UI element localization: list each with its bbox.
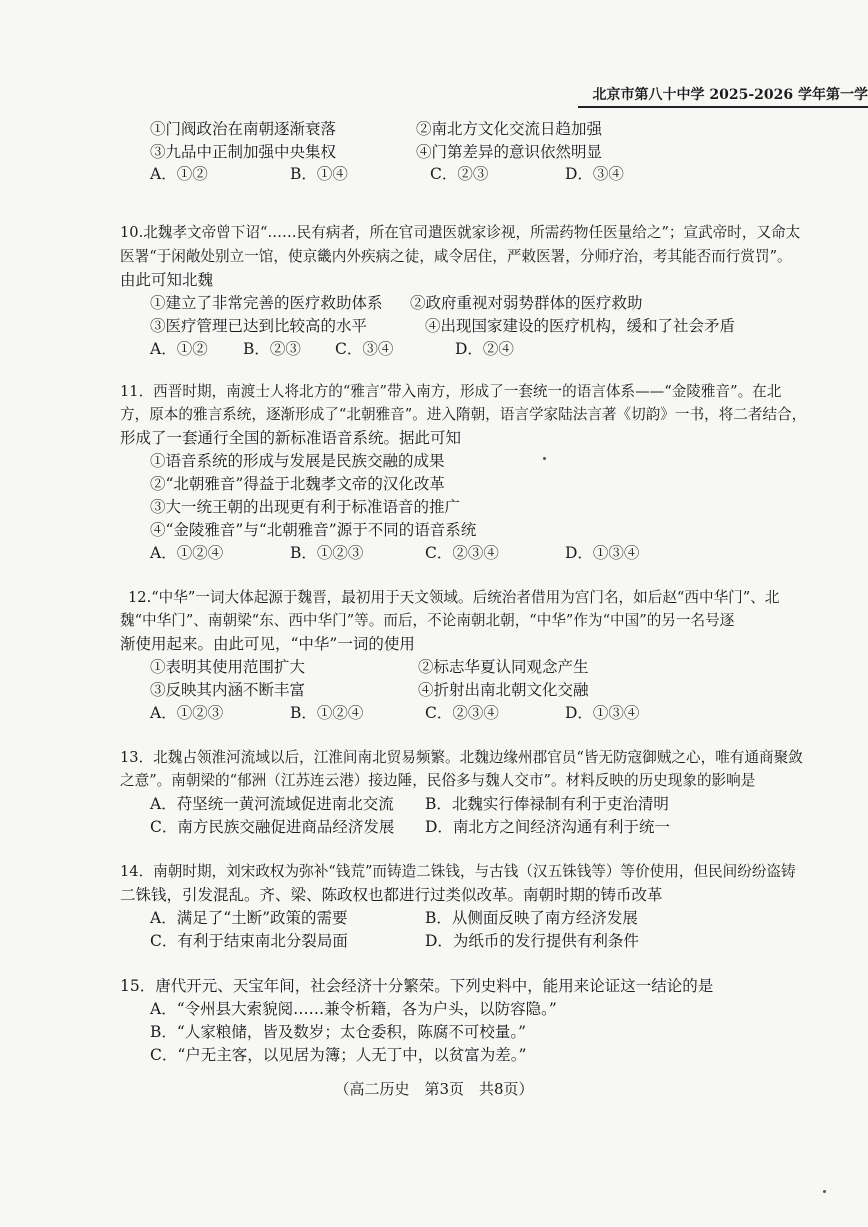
q10-option-1: ①建立了非常完善的医疗救助体系 — [150, 294, 383, 312]
q12-answer-c: C．②③④ — [425, 704, 499, 722]
q9-option-2: ②南北方文化交流日趋加强 — [416, 120, 603, 138]
q10-stem-line-1: 10.北魏孝文帝曾下诏“……民有病者，所在官司遣医就家诊视，所需药物任医量给之”；宣武帝时，又命太 — [120, 224, 801, 241]
q9-answer-b: B．①④ — [290, 165, 348, 183]
q10-answer-b: B．②③ — [243, 340, 301, 358]
q12-stem-line-2: 魏“中华门”、南朝梁“东、西中华门”等。而后，不论南朝北朝，“中华”作为“中国”的另一名号逐 — [120, 612, 735, 629]
q12-stem-line-3: 渐使用起来。由此可见，“中华”一词的使用 — [120, 635, 415, 653]
q10-option-4: ④出现国家建设的医疗机构，缓和了社会矛盾 — [425, 317, 736, 335]
q11-stem-line-2: 方，原本的雅言系统，逐渐形成了“北朝雅音”。进入隋朝，语言学家陆法言著《切韵》一书，将二者结合， — [120, 406, 807, 423]
q11-option-4: ④“金陵雅音”与“北朝雅音”源于不同的语音系统 — [150, 521, 477, 539]
q12-option-3: ③反映其内涵不断丰富 — [150, 681, 306, 699]
q14-option-a: A．满足了“土断”政策的需要 — [150, 909, 348, 927]
q13-option-c: C．南方民族交融促进商品经济发展 — [150, 818, 395, 836]
q9-option-4: ④门第差异的意识依然明显 — [416, 143, 603, 161]
q11-stem-line-1: 11．西晋时期，南渡士人将北方的“雅言”带入南方，形成了一套统一的语言体系——“金陵雅音”。在北 — [120, 383, 782, 400]
q11-option-1: ①语音系统的形成与发展是民族交融的成果 — [150, 452, 445, 470]
q12-answer-d: D．①③④ — [565, 704, 640, 722]
q11-option-3: ③大一统王朝的出现更有利于标准语音的推广 — [150, 498, 461, 516]
q15-option-b: B．“人家粮储，皆及数岁；太仓委积，陈腐不可校量。” — [150, 1023, 526, 1041]
q10-stem-line-2: 医署“于闲敞处别立一馆，使京畿内外疾病之徒，咸令居住，严敕医署，分师疗治，考其能否而行赏罚”。 — [120, 248, 792, 265]
q10-option-2: ②政府重视对弱势群体的医疗救助 — [410, 294, 643, 312]
q15-stem-line-1: 15．唐代开元、天宝年间，社会经济十分繁荣。下列史料中，能用来论证这一结论的是 — [120, 977, 714, 995]
q14-option-c: C．有利于结束南北分裂局面 — [150, 932, 348, 950]
q13-option-a: A．苻坚统一黄河流域促进南北交流 — [150, 795, 394, 813]
q11-option-2: ②“北朝雅音”得益于北魏孝文帝的汉化改革 — [150, 475, 445, 493]
q10-answer-d: D．②④ — [455, 340, 514, 358]
q13-stem-line-2: 之意”。南朝梁的“郁洲（江苏连云港）接边陲，民俗多与魏人交市”。材料反映的历史现象的影响是 — [120, 772, 756, 789]
q9-answer-c: C．②③ — [430, 165, 489, 183]
q12-option-4: ④折射出南北朝文化交融 — [418, 681, 589, 699]
scan-speck — [543, 457, 546, 460]
q14-option-d: D．为纸币的发行提供有利条件 — [425, 932, 639, 950]
q9-option-3: ③九品中正制加强中央集权 — [150, 143, 337, 161]
q11-answer-c: C．②③④ — [425, 544, 499, 562]
q14-option-b: B．从侧面反映了南方经济发展 — [425, 909, 638, 927]
q11-answer-d: D．①③④ — [565, 544, 640, 562]
q13-option-d: D．南北方之间经济沟通有利于统一 — [425, 818, 670, 836]
q10-option-3: ③医疗管理已达到比较高的水平 — [150, 317, 368, 335]
q13-stem-line-1: 13．北魏占领淮河流域以后，江淮间南北贸易频繁。北魏边缘州郡官员“皆无防寇御贼之心，唯有通商聚敛 — [120, 749, 803, 766]
q13-option-b: B．北魏实行俸禄制有利于吏治清明 — [425, 795, 669, 813]
q9-option-1: ①门阀政治在南朝逐渐衰落 — [150, 120, 337, 138]
q12-answer-a: A．①②③ — [150, 704, 224, 722]
q15-option-a: A．“令州县大索貌阅……兼令析籍，各为户头，以防容隐。” — [150, 1000, 557, 1018]
q12-option-1: ①表明其使用范围扩大 — [150, 658, 306, 676]
q9-answer-a: A．①② — [150, 165, 208, 183]
q12-stem-line-1: 12.“中华”一词大体起源于魏晋，最初用于天文领域。后统治者借用为宫门名，如后赵“西中华门”、北 — [128, 589, 780, 606]
q12-answer-b: B．①②④ — [290, 704, 364, 722]
q14-stem-line-2: 二铢钱，引发混乱。齐、梁、陈政权也都进行过类似改革。南朝时期的铸币改革 — [120, 886, 663, 904]
q15-option-c: C．“户无主客，以见居为簿；人无丁中，以贫富为差。” — [150, 1046, 527, 1064]
q9-answer-d: D．③④ — [565, 165, 624, 183]
q10-answer-a: A．①② — [150, 340, 208, 358]
q10-answer-c: C．③④ — [335, 340, 394, 358]
q11-answer-b: B．①②③ — [290, 544, 364, 562]
q11-answer-a: A．①②④ — [150, 544, 224, 562]
q12-option-2: ②标志华夏认同观念产生 — [418, 658, 589, 676]
page-footer: （高二历史 第3页 共8页） — [334, 1080, 534, 1098]
school-header: 北京市第八十中学 2025-2026 学年第一学 — [578, 84, 868, 108]
q14-stem-line-1: 14．南朝时期，刘宋政权为弥补“钱荒”而铸造二铢钱，与古钱（汉五铢钱等）等价使用，但民间纷纷盗铸 — [120, 863, 796, 880]
q11-stem-line-3: 形成了一套通行全国的新标准语音系统。据此可知 — [120, 429, 462, 447]
scan-speck — [823, 1190, 826, 1193]
q10-stem-line-3: 由此可知北魏 — [120, 271, 214, 289]
